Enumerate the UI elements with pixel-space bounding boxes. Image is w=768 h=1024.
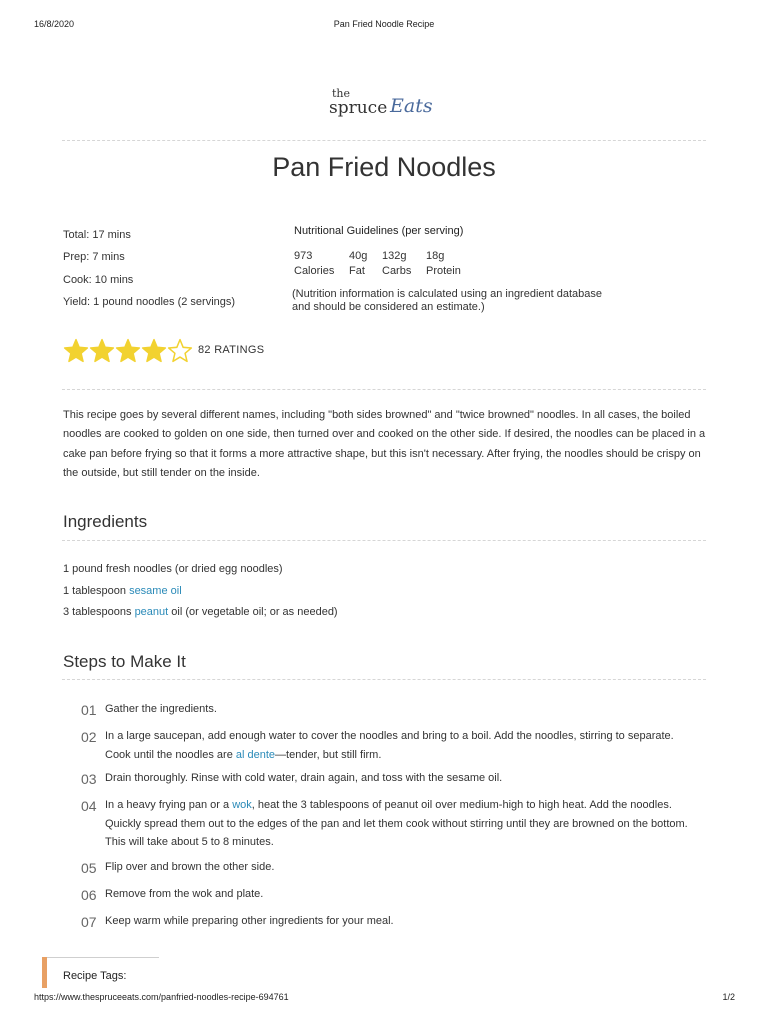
- nutrition-label: Protein: [426, 265, 461, 277]
- step-number: 05: [81, 860, 97, 876]
- print-page-number: 1/2: [722, 992, 735, 1002]
- step-line: [105, 746, 695, 765]
- step-line: This will take about 5 to 8 minutes.: [105, 836, 274, 848]
- star-empty-icon[interactable]: [167, 338, 193, 364]
- logo-spruce: spruce: [329, 98, 388, 118]
- ingredient-text: 3 tablespoons: [63, 606, 135, 618]
- nutrition-note: [292, 288, 622, 314]
- step-number: 02: [81, 729, 97, 745]
- divider: [62, 140, 706, 141]
- step-number: 04: [81, 798, 97, 814]
- cook-time: Cook: 10 mins: [63, 274, 134, 286]
- nutrition-protein: [426, 249, 461, 279]
- step-text: Drain thoroughly. Rinse with cold water, drain again, and toss with the sesame oil.: [105, 772, 503, 784]
- print-header: [0, 19, 768, 33]
- site-logo[interactable]: [0, 88, 768, 132]
- ingredient-text: 1 tablespoon: [63, 585, 130, 597]
- recipe-intro: [63, 406, 709, 483]
- star-filled-icon[interactable]: [63, 338, 89, 364]
- print-page-title: Pan Fried Noodle Recipe: [333, 19, 435, 29]
- divider: [62, 679, 706, 680]
- step-number: 03: [81, 771, 97, 787]
- step-text-part: , heat the 3 tablespoons of peanut oil over medium-high to high heat. Add the noodles.: [251, 799, 672, 811]
- step-link-al-dente[interactable]: al dente: [235, 748, 276, 761]
- ingredient-link-sesame-oil[interactable]: sesame oil: [129, 585, 182, 597]
- nutrition-heading: Nutritional Guidelines (per serving): [294, 225, 464, 237]
- step-text: Remove from the wok and plate.: [105, 888, 264, 900]
- step-text: Keep warm while preparing other ingredients for your meal.: [105, 915, 394, 927]
- print-footer: [0, 992, 768, 1006]
- ingredient-item: [63, 584, 182, 598]
- divider: [62, 540, 706, 541]
- step-line: [105, 796, 695, 815]
- step-text: Gather the ingredients.: [105, 703, 217, 715]
- step-number: 06: [81, 887, 97, 903]
- prep-time: Prep: 7 mins: [63, 251, 125, 263]
- star-filled-icon[interactable]: [141, 338, 167, 364]
- star-filled-icon[interactable]: [115, 338, 141, 364]
- step-number: 07: [81, 914, 97, 930]
- star-rating[interactable]: [63, 337, 193, 365]
- step-line: In a large saucepan, add enough water to cover the noodles and bring to a boil. Add the noodles, stirring to separate.: [105, 730, 674, 742]
- nutrition-label: Fat: [349, 265, 365, 277]
- ratings-count[interactable]: 82 RATINGS: [198, 344, 265, 356]
- ingredient-item: 1 pound fresh noodles (or dried egg noodles): [63, 563, 283, 575]
- step-text: [105, 727, 695, 764]
- intro-line: cake pan before frying so that it forms a more attractive shape, but this isn't necessary. After frying, the noodles should be crispy on: [63, 447, 701, 460]
- nutrition-value: 40g: [349, 250, 368, 262]
- ingredients-heading: Ingredients: [63, 512, 148, 531]
- step-line: Quickly spread them out to the edges of the pan and let them cook without stirring until they are browned on the bottom.: [105, 817, 688, 830]
- intro-line: This recipe goes by several different names, including "both sides browned" and "twice browned" noodles. In all cases, the boiled: [63, 409, 691, 421]
- recipe-tags-label: Recipe Tags:: [63, 970, 127, 982]
- ingredient-text: oil (or vegetable oil; or as needed): [168, 606, 338, 618]
- nutrition-fat: [349, 249, 367, 279]
- step-text: Flip over and brown the other side.: [105, 861, 275, 873]
- step-text: [105, 796, 695, 852]
- step-text-part: Cook until the noodles are: [105, 748, 236, 761]
- yield: Yield: 1 pound noodles (2 servings): [63, 296, 236, 308]
- logo-the: the: [332, 87, 351, 100]
- nutrition-note-line: (Nutrition information is calculated using an ingredient database: [292, 288, 603, 300]
- tags-accent-bar: [42, 957, 47, 988]
- tags-top-rule: [47, 957, 159, 958]
- nutrition-value: 973: [294, 250, 313, 262]
- intro-line: noodles are cooked to golden on one side, then turned over and cooked on the other side. If desired, the noodles can be placed in a: [63, 428, 706, 441]
- nutrition-value: 132g: [382, 250, 407, 262]
- divider: [62, 389, 706, 390]
- ingredient-item: [63, 605, 338, 619]
- nutrition-carbs: [382, 249, 411, 279]
- total-time: Total: 17 mins: [63, 229, 131, 241]
- nutrition-note-line: and should be considered an estimate.): [292, 301, 485, 313]
- star-filled-icon[interactable]: [89, 338, 115, 364]
- ingredient-link-peanut[interactable]: peanut: [134, 606, 169, 618]
- steps-heading: Steps to Make It: [63, 652, 186, 671]
- intro-line: the outside, but still tender on the inside.: [63, 466, 260, 479]
- step-text-part: —tender, but still firm.: [275, 748, 382, 761]
- step-text-part: In a heavy frying pan or a: [105, 799, 233, 811]
- recipe-title: Pan Fried Noodles: [272, 152, 496, 182]
- logo-eats: Eats: [390, 95, 433, 117]
- nutrition-label: Carbs: [382, 265, 412, 277]
- print-url: https://www.thespruceeats.com/panfried-noodles-recipe-694761: [34, 992, 289, 1002]
- print-date: 16/8/2020: [34, 19, 75, 29]
- nutrition-calories: [294, 249, 334, 279]
- nutrition-value: 18g: [426, 250, 445, 262]
- step-number: 01: [81, 702, 97, 718]
- step-link-wok[interactable]: wok: [232, 799, 252, 811]
- nutrition-label: Calories: [294, 265, 335, 277]
